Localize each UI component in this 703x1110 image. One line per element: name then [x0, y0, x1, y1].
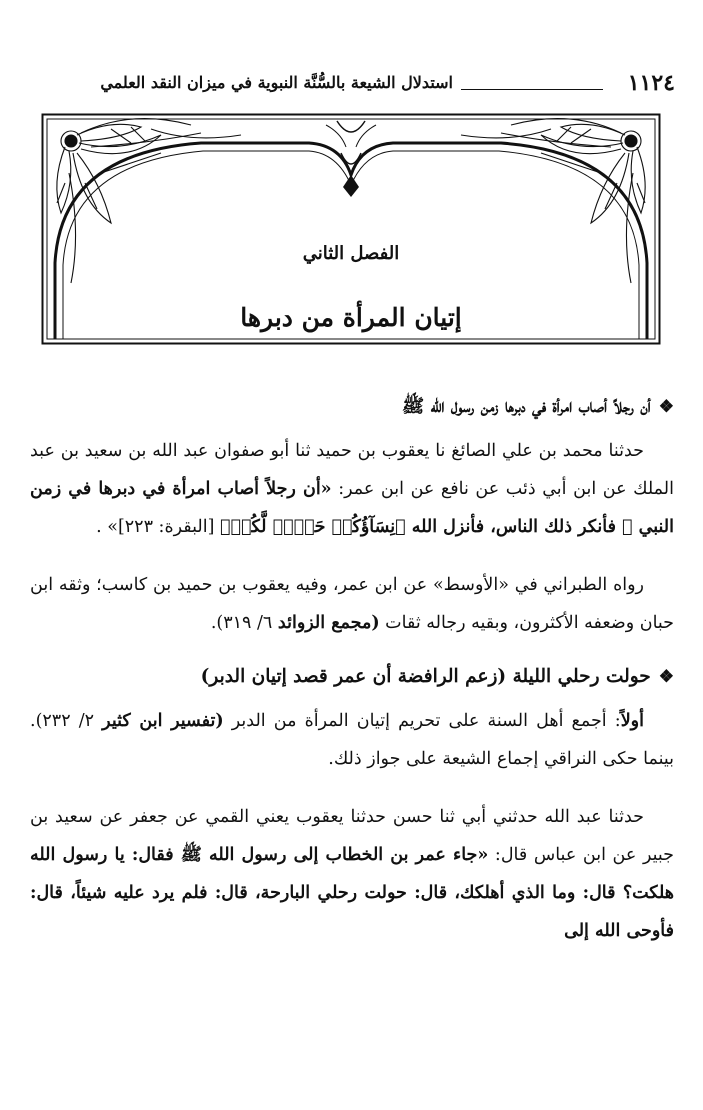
source-page: ٦/ ٣١٩).: [210, 613, 278, 633]
hadith-paragraph: [30, 432, 674, 546]
header-rule: [461, 89, 603, 90]
section-heading-text: أن رجلاً أصاب امرأة في دبرها زمن رسول الله ﷺ: [401, 396, 651, 417]
source-reference: (مجمع الزوائد: [277, 613, 380, 633]
hadith-text-2: «جاء عمر بن الخطاب إلى رسول الله ﷺ فقال: يا رسول الله هلكت؟ قال: وما الذي أهلكك، قال: حولت رحلي البارحة، قال: فلم يرد عليه شيئاً، قال: فأوحى الله إلى: [30, 845, 674, 941]
source-text: رواه الطبراني في «الأوسط» عن ابن عمر، وفيه يعقوب بن حميد بن كاسب؛ وثقه ابن حبان وضعفه الأكثرون، وبقيه رجاله ثقات: [30, 575, 674, 633]
quran-reference: [البقرة: ٢٢٣]» .: [96, 517, 220, 537]
section-heading-rest: (زعم الرافضة أن عمر قصد إتيان الدبر): [200, 666, 513, 687]
chapter-title: إتيان المرأة من دبرها: [240, 303, 462, 332]
diamond-bullet-icon: ❖: [658, 667, 674, 687]
page-number: ١١٢٤: [627, 70, 675, 96]
book-title: استدلال الشيعة بالسُّنَّة النبوية في ميزان النقد العلمي: [100, 73, 453, 92]
tafsir-reference: (تفسير ابن كثير: [102, 711, 224, 731]
running-header: [20, 70, 675, 98]
narration-chain-2: حدثنا عبد الله حدثني أبي ثنا حسن حدثنا يعقوب يعني القمي عن جعفر عن سعيد بن جبير عن ابن عباس قال:: [30, 807, 674, 865]
hadith-text: «أن رجلاً أصاب امرأة في دبرها في زمن النبي ﷺ فأنكر ذلك الناس، فأنزل الله ﴿نِسَآؤُكُمۡ حَرۡثٞ لَّكُمۡ﴾: [30, 479, 674, 537]
section-heading-2: [30, 662, 674, 692]
source-paragraph: [30, 566, 674, 642]
first-marker: أولاً: [620, 711, 644, 731]
diamond-bullet-icon: ❖: [658, 397, 674, 417]
body-content: [30, 392, 674, 970]
center-ornament: [326, 121, 376, 197]
consensus-text: : أجمع أهل السنة على تحريم إتيان المرأة من الدبر: [223, 711, 621, 731]
narration-paragraph: [30, 798, 674, 950]
consensus-paragraph: [30, 702, 674, 778]
chapter-frame: [41, 113, 661, 345]
narration-chain: حدثنا محمد بن علي الصائغ نا يعقوب بن حميد ثنا أبو صفوان عبد الله بن سعيد بن عبد الملك عن ابن أبي ذئب عن نافع عن ابن عمر:: [30, 441, 674, 499]
section-heading-1: [30, 392, 674, 422]
chapter-label: الفصل الثاني: [302, 243, 400, 264]
consensus-text-end: ٢/ ٢٣٢). بينما حكى النراقي إجماع الشيعة على جواز ذلك.: [30, 711, 674, 769]
section-heading-bold: حولت رحلي الليلة: [512, 666, 651, 687]
